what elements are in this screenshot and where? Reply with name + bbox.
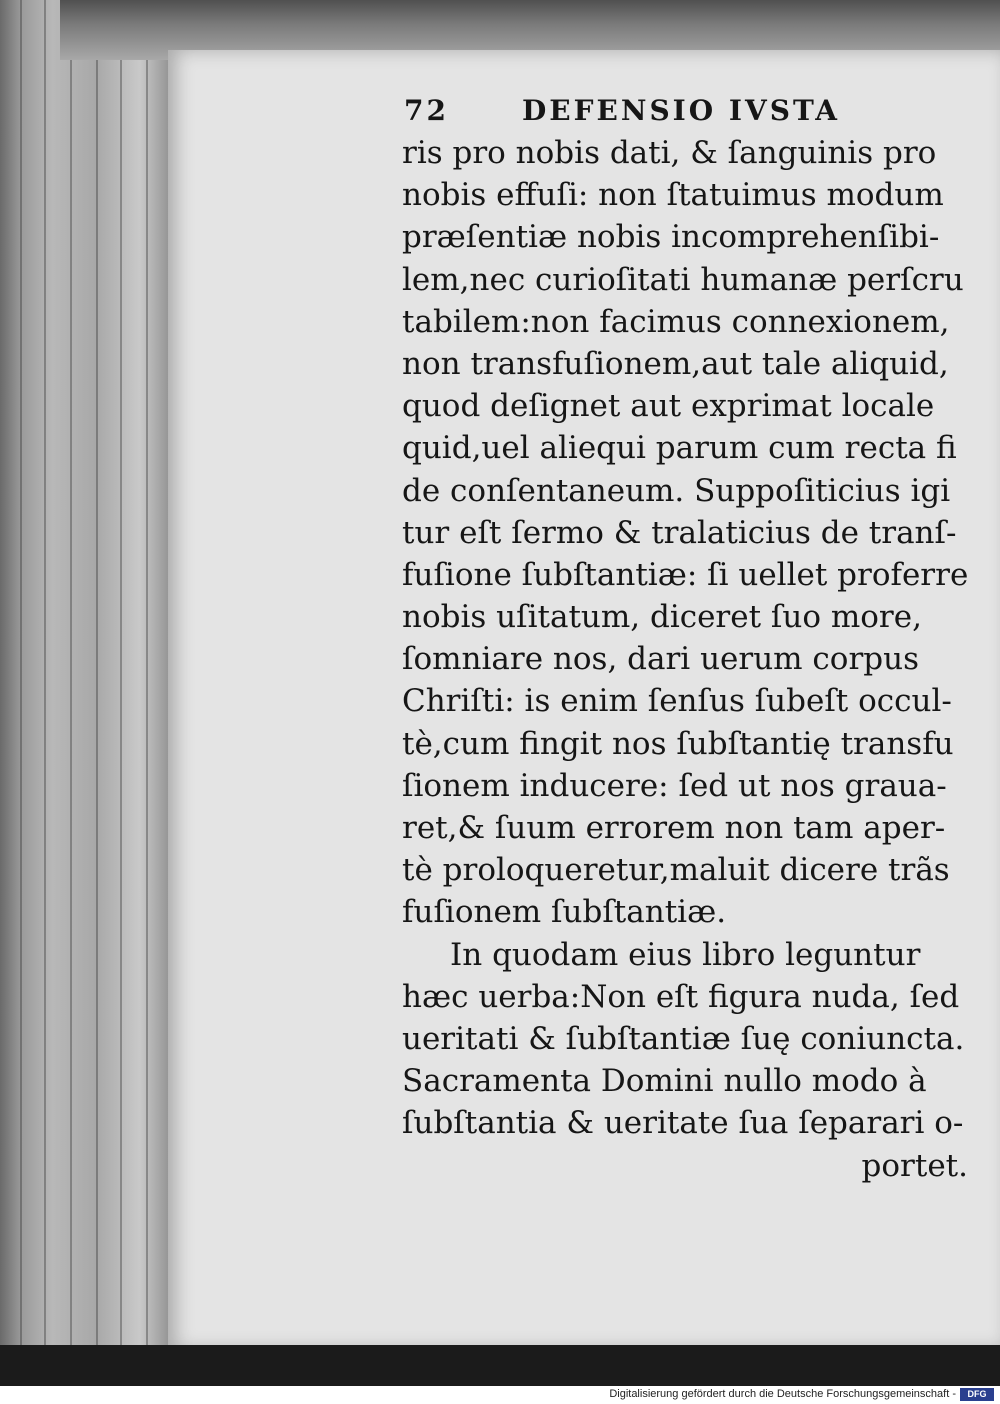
text-line: ſubſtantia & ueritate ſua ſeparari o- [402, 1105, 964, 1142]
text-line: tè,cum fingit nos ſubſtantię transfu [402, 725, 954, 762]
text-line: fuſionem ſubſtantiæ. [402, 894, 727, 931]
page-number: 72 [404, 94, 449, 127]
text-line: hæc uerba:Non eſt figura nuda, ſed [402, 978, 960, 1015]
text-line: ris pro nobis dati, & ſanguinis pro [402, 135, 937, 171]
text-line: ſomniare nos, dari uerum corpus [402, 641, 919, 678]
text-line: de conſentaneum. Suppoſiticius igi [402, 472, 951, 509]
text-line: lem,nec curioſitati humanæ perſcru [402, 261, 964, 298]
dfg-logo: DFG [960, 1388, 994, 1401]
text-line: præſentiæ nobis incomprehenſibi- [402, 219, 940, 256]
text-line: ret,& ſuum errorem non tam aper- [402, 810, 946, 846]
page-text-block [402, 88, 972, 1187]
text-line: nobis uſitatum, diceret ſuo more, [402, 599, 922, 636]
text-line: fuſione ſubſtantiæ: ſi uellet proferre [402, 556, 969, 593]
text-line: ſionem inducere: ſed ut nos graua- [402, 767, 947, 804]
running-title: DEFENSIO IVSTA [522, 94, 840, 127]
page-header [402, 88, 972, 132]
text-line: ueritati & ſubſtantiæ ſuę coniuncta. [402, 1020, 965, 1057]
catchword-line: portet. [861, 1147, 968, 1184]
text-line: tabilem:non facimus connexionem, [402, 303, 950, 340]
text-line: Chriſti: is enim ſenſus ſubeſt occul- [402, 683, 952, 720]
text-line: quod deſignet aut exprimat locale [402, 388, 935, 425]
book-page-edges [0, 0, 175, 1386]
text-line: tur eſt ſermo & tralaticius de tranſ- [402, 514, 957, 551]
digitization-footer [0, 1386, 1000, 1404]
page-bottom-shadow [0, 1345, 1000, 1386]
funding-credit: Digitalisierung gefördert durch die Deutsche Forschungsgemeinschaft - [609, 1388, 956, 1400]
paragraph-first-line: In quodam eius libro leguntur [450, 936, 921, 973]
text-line: non transfuſionem,aut tale aliquid, [402, 345, 949, 382]
text-line: Sacramenta Domini nullo modo à [402, 1063, 927, 1100]
text-line: nobis effuſi: non ſtatuimus modum [402, 177, 944, 214]
text-line: quid,uel aliequi parum cum recta fi [402, 430, 957, 467]
text-line: tè proloqueretur,maluit dicere trãs [402, 852, 950, 889]
